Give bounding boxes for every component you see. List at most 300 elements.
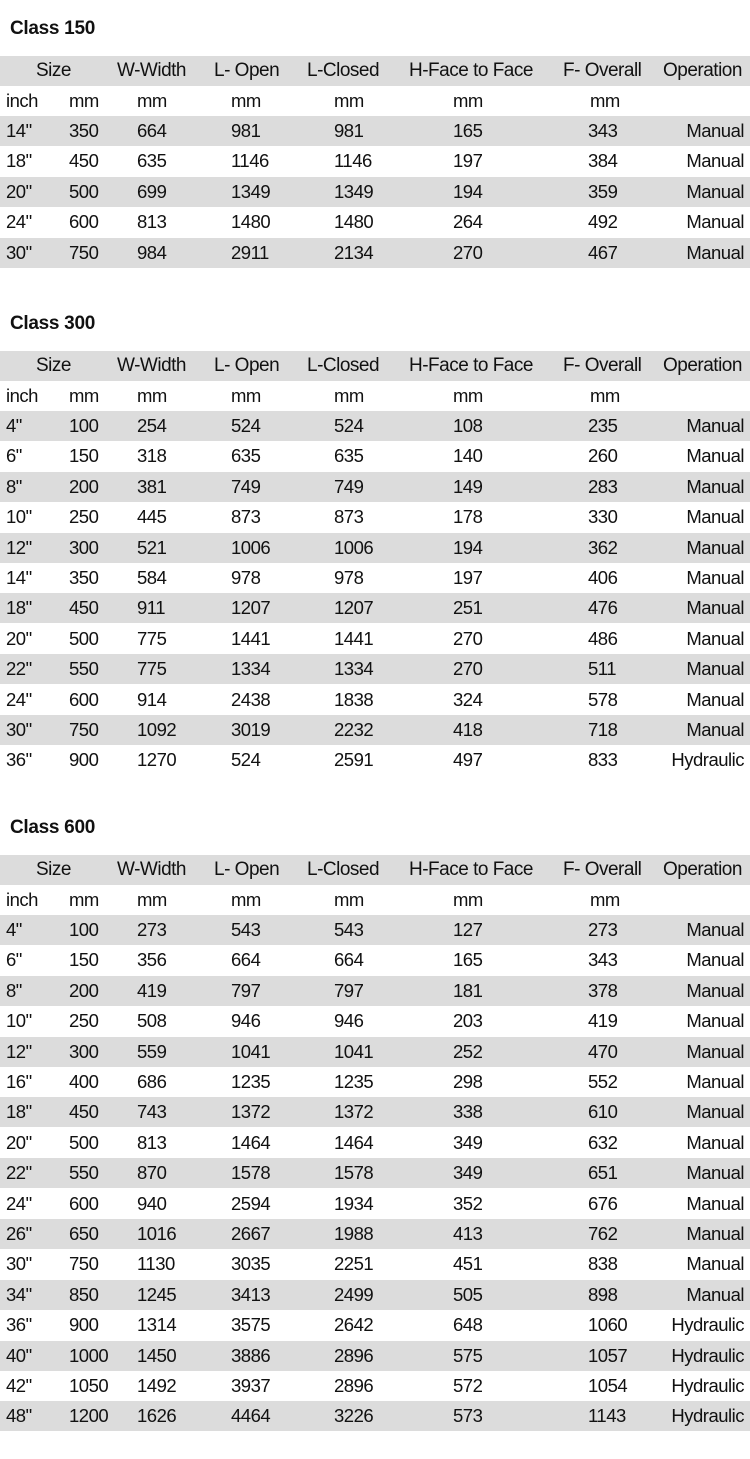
cell-size-inch: 4" (6, 919, 22, 940)
cell-h-face-to-face: 324 (453, 688, 483, 710)
cell-size-mm: 1000 (69, 1344, 109, 1366)
cell-operation: Manual (686, 120, 744, 141)
cell-width: 254 (137, 415, 167, 436)
cell-h-face-to-face: 338 (453, 1101, 483, 1123)
table-row (0, 1158, 750, 1188)
cell-operation: Manual (686, 688, 744, 710)
unit-mm: mm (334, 385, 364, 406)
header-width: W-Width (117, 355, 186, 376)
cell-l-closed: 1372 (334, 1101, 374, 1123)
unit-inch: inch (6, 385, 38, 406)
cell-f-overall: 578 (588, 688, 618, 710)
cell-l-open: 1235 (231, 1071, 271, 1092)
cell-l-closed: 524 (334, 415, 364, 436)
cell-l-closed: 2896 (334, 1344, 374, 1366)
cell-l-open: 635 (231, 445, 261, 467)
cell-h-face-to-face: 648 (453, 1314, 483, 1336)
cell-l-open: 524 (231, 415, 261, 436)
cell-size-mm: 750 (69, 1253, 99, 1275)
cell-width: 521 (137, 536, 167, 558)
table-row (0, 1097, 750, 1127)
cell-f-overall: 476 (588, 597, 618, 619)
unit-mm: mm (137, 889, 167, 910)
cell-size-inch: 24" (6, 211, 32, 233)
cell-size-inch: 48" (6, 1405, 32, 1427)
cell-l-open: 981 (231, 120, 261, 141)
cell-operation: Manual (686, 719, 744, 740)
cell-size-mm: 1200 (69, 1405, 109, 1427)
cell-f-overall: 283 (588, 475, 618, 497)
table-row (0, 1341, 750, 1371)
cell-l-open: 797 (231, 979, 261, 1001)
cell-size-inch: 20" (6, 627, 32, 649)
cell-f-overall: 511 (588, 658, 616, 680)
cell-l-open: 543 (231, 919, 261, 940)
cell-f-overall: 610 (588, 1101, 618, 1123)
cell-operation: Hydraulic (671, 749, 744, 771)
cell-size-mm: 200 (69, 475, 99, 497)
cell-h-face-to-face: 575 (453, 1344, 483, 1366)
cell-width: 984 (137, 241, 167, 263)
cell-l-closed: 981 (334, 120, 364, 141)
table-row (0, 654, 750, 684)
table-row (0, 1219, 750, 1249)
cell-l-open: 3886 (231, 1344, 271, 1366)
table-row (0, 238, 750, 268)
table-row (0, 1006, 750, 1036)
cell-size-mm: 450 (69, 597, 99, 619)
cell-f-overall: 378 (588, 979, 618, 1001)
cell-l-open: 3413 (231, 1283, 271, 1305)
cell-h-face-to-face: 252 (453, 1040, 483, 1062)
table-row (0, 976, 750, 1006)
cell-l-closed: 2896 (334, 1375, 374, 1396)
cell-width: 1450 (137, 1344, 177, 1366)
cell-size-inch: 34" (6, 1283, 32, 1305)
cell-h-face-to-face: 251 (453, 597, 483, 619)
cell-l-closed: 873 (334, 506, 364, 528)
cell-l-open: 1578 (231, 1162, 271, 1184)
cell-width: 911 (137, 597, 165, 619)
table-row (0, 1067, 750, 1097)
cell-width: 914 (137, 688, 167, 710)
cell-h-face-to-face: 573 (453, 1405, 483, 1427)
cell-operation: Manual (686, 211, 744, 233)
cell-width: 775 (137, 658, 167, 680)
table-title: Class 300 (10, 313, 95, 334)
cell-l-open: 4464 (231, 1405, 271, 1427)
header-operation: Operation (663, 859, 742, 880)
cell-width: 419 (137, 979, 167, 1001)
cell-size-mm: 350 (69, 120, 99, 141)
cell-operation: Manual (686, 180, 744, 202)
cell-l-open: 1006 (231, 536, 271, 558)
cell-size-inch: 18" (6, 1101, 32, 1123)
cell-f-overall: 492 (588, 211, 618, 233)
cell-width: 1130 (137, 1253, 175, 1275)
cell-size-mm: 900 (69, 749, 99, 771)
cell-h-face-to-face: 572 (453, 1375, 483, 1396)
cell-l-closed: 2134 (334, 241, 374, 263)
cell-width: 664 (137, 120, 167, 141)
cell-size-mm: 250 (69, 506, 99, 528)
cell-f-overall: 1143 (588, 1405, 626, 1427)
table-row (0, 945, 750, 975)
header-l-open: L- Open (214, 859, 280, 880)
cell-width: 381 (137, 475, 167, 497)
cell-h-face-to-face: 203 (453, 1010, 483, 1032)
unit-mm: mm (453, 889, 483, 910)
cell-operation: Manual (686, 445, 744, 467)
cell-size-inch: 4" (6, 415, 22, 436)
cell-l-open: 978 (231, 567, 261, 588)
cell-width: 775 (137, 627, 167, 649)
cell-operation: Manual (686, 1071, 744, 1092)
cell-f-overall: 718 (588, 719, 618, 740)
table-row (0, 533, 750, 563)
cell-width: 870 (137, 1162, 167, 1184)
header-l-closed: L-Closed (307, 355, 380, 376)
cell-size-mm: 450 (69, 150, 99, 172)
cell-h-face-to-face: 270 (453, 658, 483, 680)
unit-mm: mm (334, 889, 364, 910)
header-l-open: L- Open (214, 355, 280, 376)
cell-f-overall: 467 (588, 241, 618, 263)
cell-width: 559 (137, 1040, 167, 1062)
table-row (0, 1401, 750, 1431)
table-row (0, 441, 750, 471)
table-row (0, 624, 750, 654)
cell-size-mm: 750 (69, 241, 99, 263)
cell-operation: Manual (686, 241, 744, 263)
cell-size-inch: 30" (6, 241, 32, 263)
cell-l-open: 2438 (231, 688, 271, 710)
cell-size-inch: 14" (6, 567, 32, 588)
cell-f-overall: 362 (588, 536, 618, 558)
cell-f-overall: 1057 (588, 1344, 628, 1366)
cell-l-closed: 1041 (334, 1040, 374, 1062)
header-l-closed: L-Closed (307, 60, 380, 81)
unit-mm: mm (231, 90, 261, 111)
cell-l-open: 1372 (231, 1101, 271, 1123)
cell-size-mm: 750 (69, 719, 99, 740)
cell-l-closed: 946 (334, 1010, 364, 1032)
table-row (0, 685, 750, 715)
cell-size-inch: 30" (6, 1253, 32, 1275)
cell-h-face-to-face: 194 (453, 536, 483, 558)
unit-mm: mm (137, 385, 167, 406)
cell-l-closed: 2642 (334, 1314, 374, 1336)
cell-size-mm: 600 (69, 1192, 99, 1214)
cell-size-mm: 550 (69, 658, 99, 680)
cell-h-face-to-face: 349 (453, 1162, 483, 1184)
cell-operation: Manual (686, 1283, 744, 1305)
cell-h-face-to-face: 194 (453, 180, 483, 202)
table-row (0, 593, 750, 623)
table-row (0, 563, 750, 593)
cell-h-face-to-face: 197 (453, 567, 483, 588)
cell-width: 813 (137, 211, 167, 233)
cell-f-overall: 676 (588, 1192, 618, 1214)
cell-h-face-to-face: 352 (453, 1192, 483, 1214)
cell-size-mm: 150 (69, 949, 99, 971)
table-title: Class 600 (10, 817, 95, 838)
cell-l-closed: 797 (334, 979, 364, 1001)
cell-l-closed: 664 (334, 949, 364, 971)
table-row (0, 502, 750, 532)
cell-h-face-to-face: 505 (453, 1283, 483, 1305)
cell-l-open: 1349 (231, 180, 271, 202)
table-row (0, 1280, 750, 1310)
cell-width: 445 (137, 506, 167, 528)
cell-l-closed: 543 (334, 919, 364, 940)
cell-size-mm: 500 (69, 1131, 99, 1153)
cell-size-inch: 26" (6, 1223, 32, 1244)
cell-h-face-to-face: 270 (453, 627, 483, 649)
cell-l-open: 3575 (231, 1314, 271, 1336)
cell-size-inch: 10" (6, 1010, 32, 1032)
cell-width: 1016 (137, 1223, 177, 1244)
header-f-overall: F- Overall (563, 60, 642, 81)
cell-l-open: 3035 (231, 1253, 271, 1275)
cell-l-closed: 1146 (334, 150, 372, 172)
cell-operation: Manual (686, 567, 744, 588)
unit-inch: inch (6, 90, 38, 111)
cell-operation: Manual (686, 415, 744, 436)
cell-width: 743 (137, 1101, 167, 1123)
cell-size-inch: 22" (6, 1162, 32, 1184)
cell-width: 1092 (137, 719, 177, 740)
cell-size-inch: 20" (6, 180, 32, 202)
header-h-face-to-face: H-Face to Face (409, 355, 533, 376)
cell-width: 508 (137, 1010, 167, 1032)
cell-h-face-to-face: 127 (453, 919, 483, 940)
header-h-face-to-face: H-Face to Face (409, 859, 533, 880)
units-row (0, 885, 750, 915)
cell-l-closed: 1441 (334, 627, 374, 649)
table-row (0, 207, 750, 237)
cell-width: 1492 (137, 1375, 177, 1396)
cell-l-closed: 978 (334, 567, 364, 588)
cell-l-open: 1207 (231, 597, 271, 619)
table-row (0, 1128, 750, 1158)
cell-width: 686 (137, 1071, 167, 1092)
cell-h-face-to-face: 270 (453, 241, 483, 263)
cell-l-open: 3019 (231, 719, 271, 740)
cell-size-inch: 12" (6, 536, 32, 558)
header-operation: Operation (663, 60, 742, 81)
cell-h-face-to-face: 418 (453, 719, 483, 740)
cell-f-overall: 486 (588, 627, 618, 649)
cell-l-open: 1464 (231, 1131, 271, 1153)
cell-l-open: 3937 (231, 1375, 271, 1396)
cell-operation: Manual (686, 1162, 744, 1184)
cell-size-inch: 8" (6, 979, 22, 1001)
cell-l-closed: 749 (334, 475, 364, 497)
cell-l-open: 2911 (231, 241, 269, 263)
cell-size-mm: 450 (69, 1101, 99, 1123)
cell-width: 635 (137, 150, 167, 172)
cell-size-mm: 150 (69, 445, 99, 467)
cell-f-overall: 1054 (588, 1375, 628, 1396)
cell-l-closed: 2251 (334, 1253, 374, 1275)
cell-l-closed: 3226 (334, 1405, 374, 1427)
cell-size-inch: 30" (6, 719, 32, 740)
cell-size-mm: 500 (69, 180, 99, 202)
cell-size-mm: 850 (69, 1283, 99, 1305)
cell-l-open: 1441 (231, 627, 271, 649)
unit-mm: mm (334, 90, 364, 111)
unit-mm: mm (231, 385, 261, 406)
unit-mm: mm (69, 385, 99, 406)
cell-operation: Manual (686, 150, 744, 172)
cell-size-mm: 400 (69, 1071, 99, 1092)
cell-l-closed: 1464 (334, 1131, 374, 1153)
cell-size-mm: 500 (69, 627, 99, 649)
cell-operation: Manual (686, 475, 744, 497)
table-row (0, 915, 750, 945)
cell-l-open: 1041 (231, 1040, 271, 1062)
cell-size-mm: 100 (69, 415, 99, 436)
cell-operation: Manual (686, 979, 744, 1001)
cell-h-face-to-face: 140 (453, 445, 483, 467)
cell-f-overall: 762 (588, 1223, 618, 1244)
cell-size-mm: 100 (69, 919, 99, 940)
cell-l-open: 524 (231, 749, 261, 771)
cell-h-face-to-face: 497 (453, 749, 483, 771)
cell-size-inch: 36" (6, 1314, 32, 1336)
cell-operation: Manual (686, 597, 744, 619)
unit-mm: mm (590, 385, 620, 406)
cell-width: 584 (137, 567, 167, 588)
cell-operation: Manual (686, 1040, 744, 1062)
cell-size-mm: 300 (69, 1040, 99, 1062)
cell-f-overall: 470 (588, 1040, 618, 1062)
cell-l-closed: 1480 (334, 211, 374, 233)
cell-size-mm: 550 (69, 1162, 99, 1184)
cell-operation: Manual (686, 1253, 744, 1275)
cell-h-face-to-face: 181 (453, 979, 483, 1001)
cell-h-face-to-face: 165 (453, 949, 483, 971)
cell-operation: Manual (686, 919, 744, 940)
cell-l-closed: 2232 (334, 719, 374, 740)
table-row (0, 146, 750, 176)
cell-size-mm: 600 (69, 211, 99, 233)
cell-l-open: 1146 (231, 150, 269, 172)
cell-width: 699 (137, 180, 167, 202)
unit-mm: mm (590, 90, 620, 111)
header-size: Size (36, 355, 71, 376)
table-row (0, 1037, 750, 1067)
cell-size-mm: 1050 (69, 1375, 109, 1396)
cell-size-inch: 18" (6, 597, 32, 619)
cell-l-open: 1334 (231, 658, 271, 680)
cell-width: 273 (137, 919, 167, 940)
cell-f-overall: 552 (588, 1071, 618, 1092)
cell-operation: Manual (686, 536, 744, 558)
cell-operation: Manual (686, 627, 744, 649)
cell-width: 1270 (137, 749, 177, 771)
cell-size-inch: 22" (6, 658, 32, 680)
cell-h-face-to-face: 165 (453, 120, 483, 141)
cell-size-inch: 42" (6, 1375, 32, 1396)
header-operation: Operation (663, 355, 742, 376)
cell-l-closed: 635 (334, 445, 364, 467)
header-row (0, 56, 750, 86)
cell-width: 1314 (137, 1314, 177, 1336)
cell-operation: Manual (686, 1223, 744, 1244)
cell-size-mm: 350 (69, 567, 99, 588)
header-row (0, 855, 750, 885)
header-size: Size (36, 859, 71, 880)
unit-mm: mm (69, 889, 99, 910)
cell-l-closed: 1207 (334, 597, 374, 619)
table-row (0, 411, 750, 441)
cell-size-mm: 250 (69, 1010, 99, 1032)
cell-h-face-to-face: 149 (453, 475, 483, 497)
unit-inch: inch (6, 889, 38, 910)
units-row (0, 381, 750, 411)
cell-f-overall: 833 (588, 749, 618, 771)
cell-h-face-to-face: 108 (453, 415, 483, 436)
cell-size-inch: 18" (6, 150, 32, 172)
header-width: W-Width (117, 859, 186, 880)
cell-width: 1626 (137, 1405, 177, 1427)
header-row (0, 351, 750, 381)
cell-f-overall: 235 (588, 415, 618, 436)
unit-mm: mm (231, 889, 261, 910)
cell-l-closed: 2591 (334, 749, 374, 771)
table-title: Class 150 (10, 18, 95, 39)
cell-width: 813 (137, 1131, 167, 1153)
cell-size-mm: 650 (69, 1223, 99, 1244)
cell-l-closed: 1349 (334, 180, 374, 202)
cell-operation: Hydraulic (671, 1344, 744, 1366)
cell-operation: Manual (686, 1131, 744, 1153)
cell-width: 1245 (137, 1283, 177, 1305)
table-row (0, 1310, 750, 1340)
cell-size-inch: 8" (6, 475, 22, 497)
table-row (0, 177, 750, 207)
header-h-face-to-face: H-Face to Face (409, 60, 533, 81)
cell-f-overall: 384 (588, 150, 618, 172)
cell-size-inch: 24" (6, 688, 32, 710)
cell-size-mm: 200 (69, 979, 99, 1001)
table-row (0, 745, 750, 775)
table-row (0, 116, 750, 146)
cell-f-overall: 343 (588, 949, 618, 971)
unit-mm: mm (453, 90, 483, 111)
cell-size-mm: 300 (69, 536, 99, 558)
header-f-overall: F- Overall (563, 859, 642, 880)
cell-width: 356 (137, 949, 167, 971)
header-f-overall: F- Overall (563, 355, 642, 376)
cell-size-mm: 600 (69, 688, 99, 710)
cell-size-inch: 16" (6, 1071, 32, 1092)
cell-size-inch: 10" (6, 506, 32, 528)
cell-l-open: 873 (231, 506, 261, 528)
unit-mm: mm (137, 90, 167, 111)
unit-mm: mm (453, 385, 483, 406)
header-width: W-Width (117, 60, 186, 81)
cell-l-open: 1480 (231, 211, 271, 233)
table-row (0, 1371, 750, 1401)
cell-operation: Manual (686, 1192, 744, 1214)
cell-h-face-to-face: 298 (453, 1071, 483, 1092)
cell-l-closed: 1934 (334, 1192, 374, 1214)
header-l-closed: L-Closed (307, 859, 380, 880)
cell-size-inch: 12" (6, 1040, 32, 1062)
